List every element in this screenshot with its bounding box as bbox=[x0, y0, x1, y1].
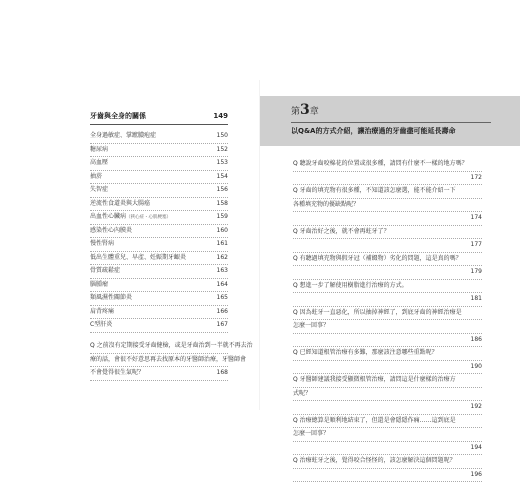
question-page: 190 bbox=[470, 362, 482, 370]
toc-entry-label: 逆流性食道炎與大腸癌 bbox=[90, 199, 151, 207]
toc-entry-page: 163 bbox=[216, 267, 228, 274]
toc-question-entry bbox=[293, 158, 482, 185]
toc-entry bbox=[90, 319, 228, 333]
toc-entry-page: 166 bbox=[216, 307, 228, 315]
question-line: 怎麼一回事？ bbox=[293, 428, 482, 442]
question-page: 196 bbox=[470, 470, 482, 478]
chapter-divider bbox=[291, 122, 491, 123]
toc-entry-page: 153 bbox=[216, 159, 228, 166]
toc-entry-page: 154 bbox=[216, 172, 228, 180]
toc-entry-page: 150 bbox=[216, 132, 228, 139]
chapter-number: 3 bbox=[300, 102, 310, 118]
chapter-heading: 第3章 bbox=[291, 102, 319, 118]
toc-entry bbox=[90, 144, 228, 158]
toc-entry bbox=[90, 306, 228, 320]
section-heading bbox=[90, 109, 228, 123]
question-line: Q 牙齒的填充物有很多種，不知道該怎麼選，能不能介紹一下 bbox=[293, 185, 482, 199]
question-page: 179 bbox=[470, 268, 482, 275]
question-line: Q 有聽過填充物與假牙冠（補綴物）劣化的問題，這是真的嗎？ bbox=[293, 253, 482, 267]
question-page-row bbox=[293, 442, 482, 456]
toc-entry bbox=[90, 225, 228, 239]
question-line: Q 聽說牙齒咬棉花的位置或很多種，請問有什麼不一樣的地方嗎？ bbox=[293, 158, 482, 172]
chapter-title: 以Q&A的方式介紹，讓治療過的牙齒盡可能延長壽命 bbox=[291, 127, 456, 135]
toc-entry-page: 152 bbox=[216, 145, 228, 153]
toc-left-list bbox=[90, 130, 228, 333]
toc-entry-label: 腦腫瘤 bbox=[90, 280, 109, 288]
toc-entry-page: 158 bbox=[216, 199, 228, 207]
question-line: Q 已經知道根管治療有多難，那麼該注意哪些重點呢？ bbox=[293, 347, 482, 361]
toc-question-entry bbox=[293, 280, 482, 307]
toc-entry-page: 167 bbox=[216, 321, 228, 328]
toc-question-entry bbox=[90, 340, 253, 381]
question-line: Q 因為蛀牙一直惡化，所以抽掉神經了，到底牙齒的神經治療是 bbox=[293, 307, 482, 321]
question-page: 194 bbox=[470, 443, 482, 451]
question-page-row bbox=[293, 293, 482, 307]
toc-question-entry bbox=[293, 226, 482, 253]
question-page: 186 bbox=[470, 335, 482, 343]
toc-entry-page: 160 bbox=[216, 226, 228, 234]
question-page: 174 bbox=[470, 214, 482, 221]
toc-question-entry bbox=[293, 455, 482, 482]
section-heading-page: 149 bbox=[213, 112, 228, 120]
question-line: 各種填充物的優缺點呢？ bbox=[293, 199, 482, 213]
toc-entry-label: 抽菸 bbox=[90, 172, 103, 180]
toc-entry-page: 164 bbox=[216, 280, 228, 288]
toc-question-entry bbox=[293, 307, 482, 348]
question-page-row bbox=[293, 334, 482, 348]
question-page-row bbox=[293, 266, 482, 280]
toc-entry bbox=[90, 184, 228, 198]
toc-entry bbox=[90, 279, 228, 293]
toc-entry-label: 全身過敏症、掌蹠膿疱症 bbox=[90, 132, 157, 139]
toc-entry bbox=[90, 157, 228, 171]
question-page: 168 bbox=[216, 369, 228, 376]
question-page: 181 bbox=[470, 295, 482, 302]
section-heading-title: 牙齒與全身的關係 bbox=[90, 112, 146, 120]
toc-question-entry bbox=[293, 185, 482, 226]
toc-entry-label: 糖尿病 bbox=[90, 145, 109, 153]
question-page-row bbox=[293, 239, 482, 253]
toc-entry bbox=[90, 130, 228, 144]
toc-right-list bbox=[293, 158, 482, 482]
question-line: 怎麼一回事？ bbox=[293, 320, 482, 334]
chapter-banner bbox=[260, 96, 520, 146]
toc-entry bbox=[90, 292, 228, 306]
question-line: Q 牙齒治好之後，就不會再蛀牙了？ bbox=[293, 226, 482, 240]
toc-entry-note: （狹心症・心肌梗塞） bbox=[126, 215, 172, 220]
question-page-row bbox=[293, 469, 482, 483]
toc-entry-label: 感染性心內膜炎 bbox=[90, 226, 133, 234]
section-divider bbox=[90, 124, 228, 125]
toc-entry-label: C型肝炎 bbox=[90, 321, 113, 328]
question-line: Q 之前沒有定期接受牙齒健檢，或是牙齒治到一半就不再去治 bbox=[90, 340, 228, 354]
question-line: Q 治療蛀牙之後，覺得咬合怪怪的，該怎麼解決這個問題呢？ bbox=[293, 455, 482, 469]
toc-entry-page: 165 bbox=[216, 294, 228, 301]
toc-entry-label: 肩背疼痛 bbox=[90, 307, 115, 315]
question-line: Q 治療總算是順利地結束了，但還是會隱隱作痛……這到底是 bbox=[293, 415, 482, 429]
toc-entry-label: 骨質疏鬆症 bbox=[90, 267, 121, 274]
toc-entry-label: 失智症 bbox=[90, 186, 109, 193]
toc-entry bbox=[90, 198, 228, 212]
question-line: 療的話，會很不好意思再去找原本的牙醫師治療，牙醫師會 bbox=[90, 354, 228, 368]
question-page-row bbox=[293, 401, 482, 415]
toc-question-entry bbox=[293, 374, 482, 415]
toc-question-entry bbox=[293, 253, 482, 280]
question-page: 192 bbox=[470, 403, 482, 410]
question-page: 172 bbox=[470, 173, 482, 181]
toc-entry-label: 出血性心臟病 bbox=[90, 213, 127, 220]
question-line: Q 牙醫師建議我接受顯微根管治療，請問這是什麼樣的治療方 bbox=[293, 374, 482, 388]
toc-entry-label: 類風濕性關節炎 bbox=[90, 294, 133, 301]
question-page-row bbox=[293, 212, 482, 226]
toc-entry-page: 162 bbox=[216, 253, 228, 261]
toc-entry bbox=[90, 238, 228, 252]
question-page: 177 bbox=[470, 241, 482, 248]
toc-question-entry bbox=[293, 347, 482, 374]
toc-entry bbox=[90, 171, 228, 185]
question-line: 式呢？ bbox=[293, 388, 482, 402]
toc-entry-label: 低出生體重兒、早產、妊娠期牙齦炎 bbox=[90, 253, 187, 261]
toc-question-entry bbox=[293, 415, 482, 456]
toc-entry-page: 159 bbox=[216, 213, 228, 220]
question-line: Q 想進一步了解使用樹脂進行治療的方式。 bbox=[293, 280, 482, 294]
question-page-row bbox=[293, 361, 482, 375]
question-line: 不會覺得很生氣呢？ 168 bbox=[90, 367, 228, 381]
toc-entry-page: 161 bbox=[216, 240, 228, 247]
toc-entry bbox=[90, 252, 228, 266]
toc-entry bbox=[90, 265, 228, 279]
question-page-row bbox=[293, 172, 482, 186]
toc-entry-label: 高血壓 bbox=[90, 159, 109, 166]
toc-entry-page: 156 bbox=[216, 186, 228, 193]
toc-entry bbox=[90, 211, 228, 225]
toc-entry-label: 慢性腎病 bbox=[90, 240, 115, 247]
